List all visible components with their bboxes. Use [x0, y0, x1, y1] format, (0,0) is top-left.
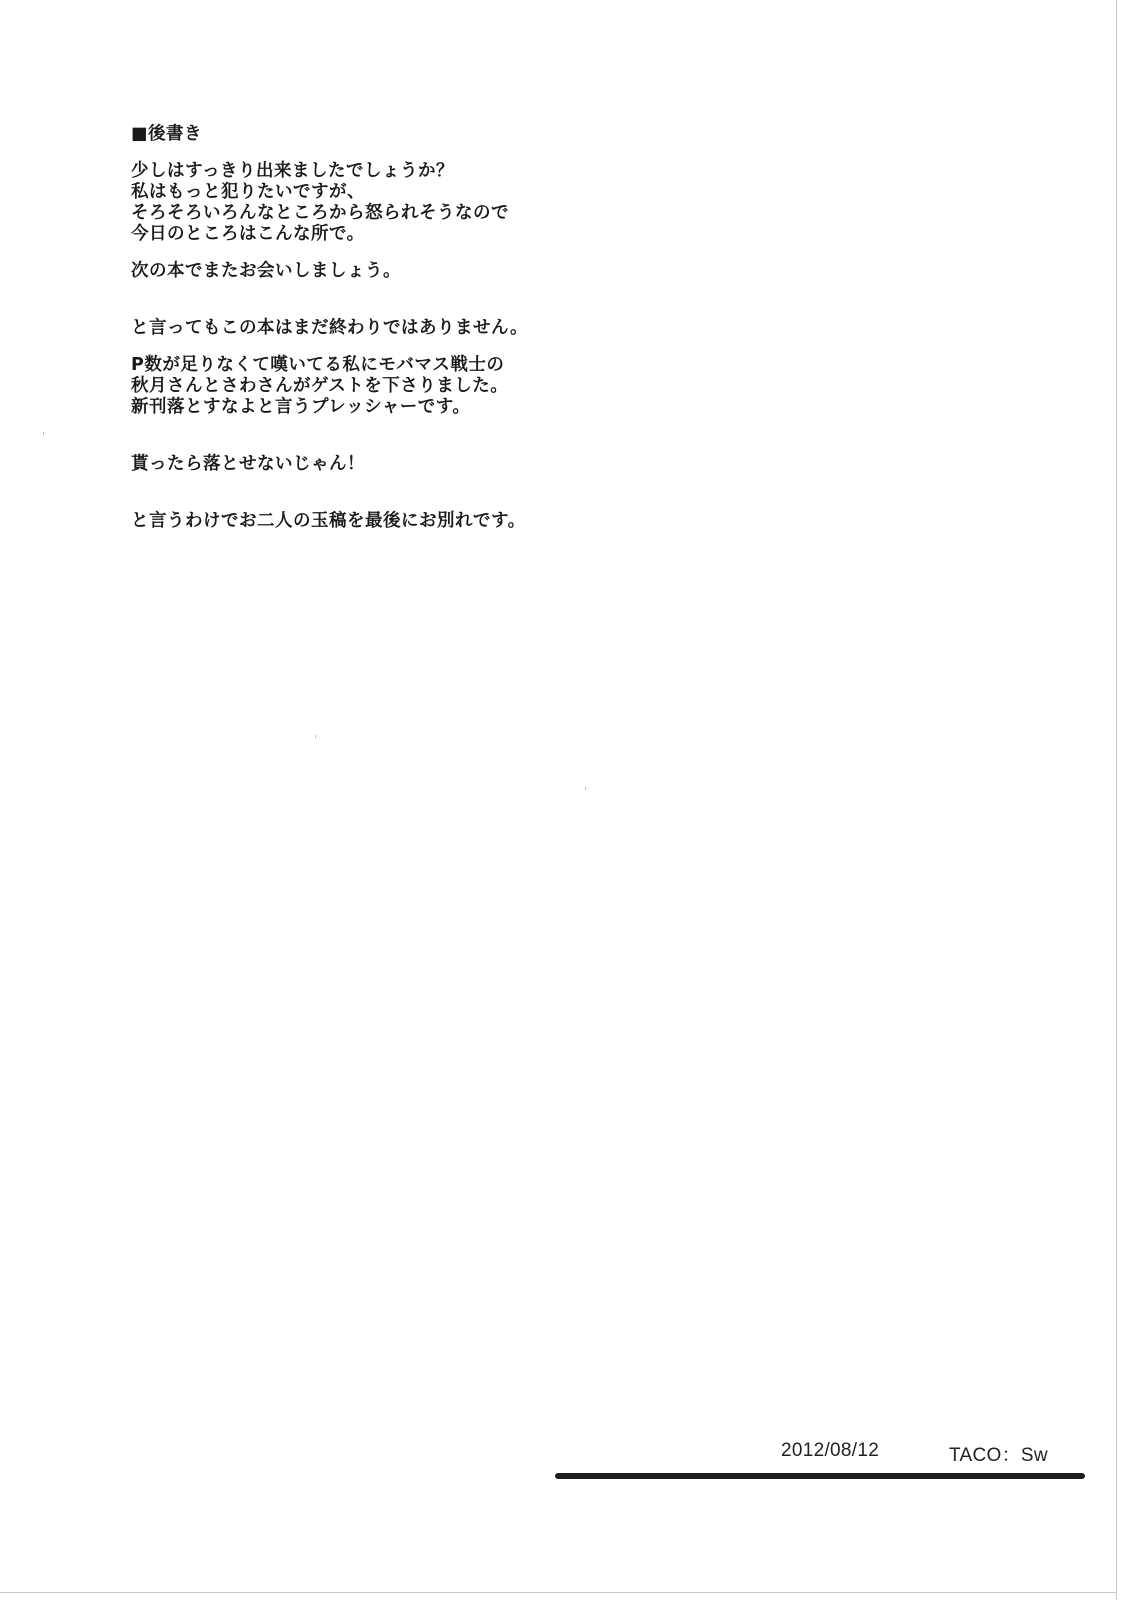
signature-date: 2012/08/12	[781, 1440, 880, 1461]
paragraph-3: と言ってもこの本はまだ終わりではありません。	[131, 318, 529, 338]
signature-rule	[555, 1473, 1085, 1479]
paragraph-4: P数が足りなくて嘆いてる私にモバマス戦士の 秋月さんとさわさんがゲストを下さりました。 新刊落とすなよと言うプレッシャーです。	[131, 355, 509, 417]
afterword-heading: ■後書き	[131, 124, 203, 144]
page-edge-right	[1116, 0, 1117, 1600]
afterword-text	[131, 124, 731, 532]
paragraph-1: 少しはすっきり出来ましたでしょうか？ 私はもっと犯りたいですが、 そろそろいろんなところから怒られそうなので 今日のところはこんな所で。	[131, 161, 509, 244]
scan-speck	[585, 787, 586, 790]
paragraph-2: 次の本でまたお会いしましょう。	[131, 261, 401, 281]
scan-speck	[43, 432, 44, 435]
page-edge-bottom	[0, 1592, 1117, 1593]
paragraph-5: 貰ったら落とせないじゃん！	[131, 454, 365, 474]
signature-author: TACO：Sw	[949, 1445, 1048, 1466]
paragraph-6: と言うわけでお二人の玉稿を最後にお別れです。	[131, 511, 526, 531]
scan-speck	[315, 735, 316, 738]
